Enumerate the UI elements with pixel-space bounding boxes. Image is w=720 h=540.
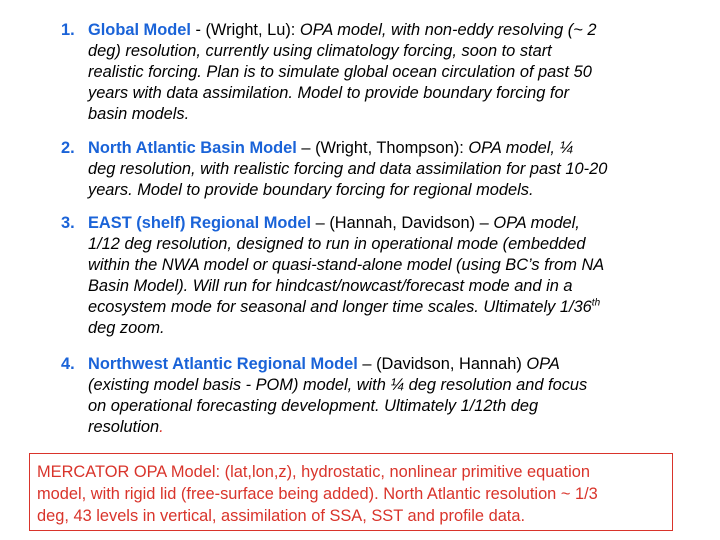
list-item-northwest-atlantic-regional-model [61,354,688,438]
list-number: 1. [61,21,75,39]
item-desc-line: realistic forcing. Plan is to simulate global ocean circulation of past 50 [88,63,592,81]
superscript: th [591,297,601,309]
item-desc-line: within the NWA model or quasi-stand-alone model (using BC’s from NA [88,256,605,274]
item-title: Global Model [88,21,191,39]
item-authors: - (Wright, Lu): [190,21,300,39]
mercator-note-line: deg, 43 levels in vertical, assimilation of SSA, SST and profile data. [37,507,526,525]
mercator-note-line: MERCATOR OPA Model: (lat,lon,z), hydrostatic, nonlinear primitive equation [37,463,590,481]
list-number: 3. [61,214,75,232]
item-title: EAST (shelf) Regional Model [88,214,312,232]
list-number: 4. [61,355,75,373]
mercator-note-line: model, with rigid lid (free-surface being added). North Atlantic resolution ~ 1/3 [37,485,598,503]
item-desc-line: OPA model, ¼ [468,139,574,157]
item-desc-line: deg resolution, with realistic forcing and data assimilation for past 10-20 [88,160,608,178]
item-desc-line: resolution [88,418,160,436]
mercator-note-box [29,453,673,531]
item-desc-line: on operational forecasting development. Ultimately 1/12th deg [88,397,539,415]
list-item-north-atlantic-basin-model [61,138,688,201]
item-desc-line: OPA model, with non-eddy resolving (~ 2 [299,21,597,39]
item-title: Northwest Atlantic Regional Model [88,355,358,373]
item-desc-line: (existing model basis - POM) model, with ¼ deg resolution and focus [88,376,588,394]
list-item-global-model [61,20,688,125]
list-number: 2. [61,139,75,157]
list-item-east-shelf-regional-model [61,213,688,339]
item-authors: – (Davidson, Hannah) [357,355,527,373]
item-desc-line: years with data assimilation. Model to provide boundary forcing for [88,84,570,102]
item-desc-line: deg zoom. [88,319,165,337]
item-desc-line: years. Model to provide boundary forcing for regional models. [88,181,534,199]
item-desc-line: OPA model, [493,214,580,232]
item-desc-line: deg) resolution, currently using climatology forcing, soon to start [88,42,552,60]
item-desc-line: basin models. [88,105,190,123]
item-desc-line: Basin Model). Will run for hindcast/nowcast/forecast mode and in a [88,277,573,295]
item-desc-line: 1/12 deg resolution, designed to run in operational mode (embedded [88,235,586,253]
item-desc-line: OPA [526,355,560,373]
item-authors: – (Wright, Thompson): [296,139,469,157]
end-mark: . [159,418,164,436]
item-desc-line: ecosystem mode for seasonal and longer time scales. Ultimately 1/36 [88,298,592,316]
item-title: North Atlantic Basin Model [88,139,297,157]
item-authors: – (Hannah, Davidson) – [311,214,494,232]
